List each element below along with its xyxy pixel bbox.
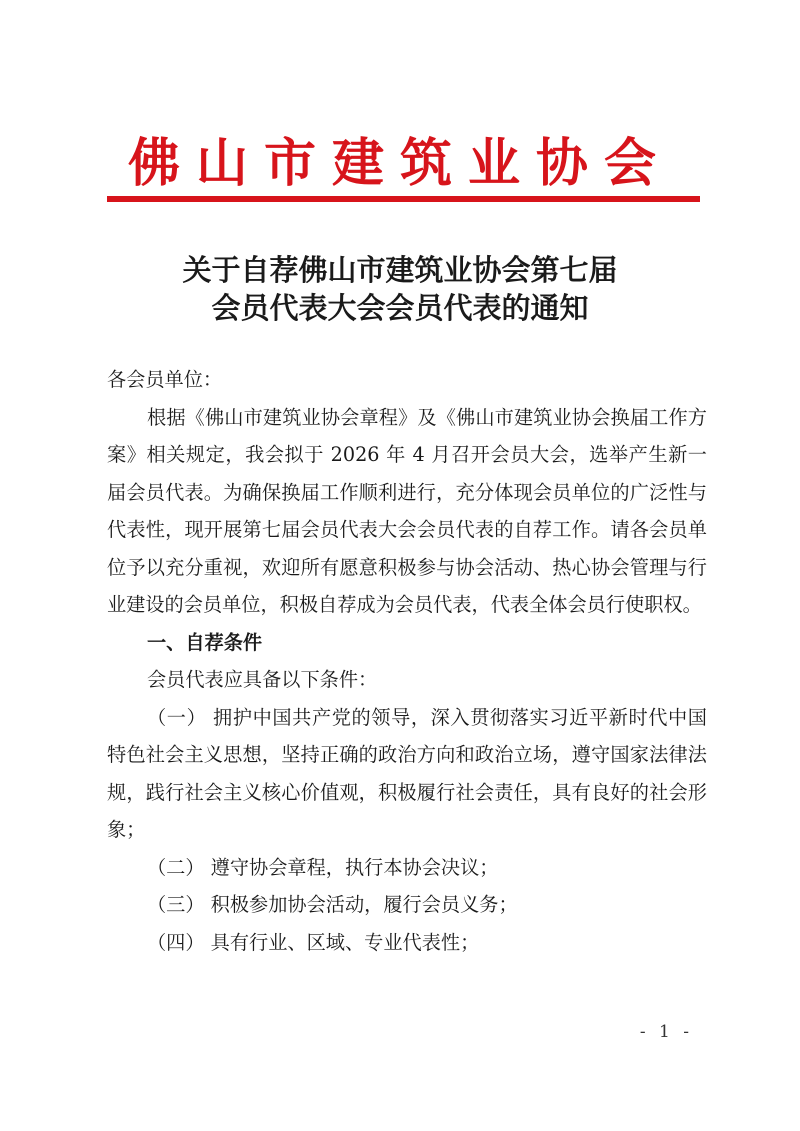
document-title-line-2: 会员代表大会会员代表的通知 [211, 291, 589, 325]
condition-item-3: （三） 积极参加协会活动，履行会员义务； [147, 893, 518, 916]
page-number: - 1 - [639, 1022, 693, 1042]
section-lead: 会员代表应具备以下条件： [147, 668, 378, 691]
condition-item-2: （二） 遵守协会章程，执行本协会决议； [147, 855, 499, 879]
section-heading-conditions: 一、自荐条件 [147, 630, 263, 654]
condition-item-1: （一） 拥护中国共产党的领导，深入贯彻落实习近平新时代中国特色社会主义思想，坚持正确的政治方向和政治立场，遵守国家法律法规，践行社会主义核心价值观，积极履行社会责任，具有良好的社会形象； [107, 705, 707, 841]
organization-masthead: 佛山市建筑业协会 [127, 134, 672, 194]
red-divider-rule [107, 196, 700, 202]
condition-item-4: （四） 具有行业、区域、专业代表性； [147, 930, 480, 954]
salutation: 各会员单位： [107, 368, 223, 391]
document-title-line-1: 关于自荐佛山市建筑业协会第七届 [182, 253, 618, 287]
intro-paragraph: 根据《佛山市建筑业协会章程》及《佛山市建筑业协会换届工作方案》相关规定，我会拟于 2026 年 4 月召开会员大会，选举产生新一届会员代表。为确保换届工作顺利进行，充分体现会员单位的广泛性与代表性，现开展第七届会员代表大会会员代表的自荐工作。请各会员单位予以充分重视，欢迎所有愿意积极参与协会活动、热心协会管理与行业建设的会员单位，积极自荐成为会员代表，代表全体会员行使职权。 [107, 405, 707, 616]
document-body [107, 361, 707, 961]
